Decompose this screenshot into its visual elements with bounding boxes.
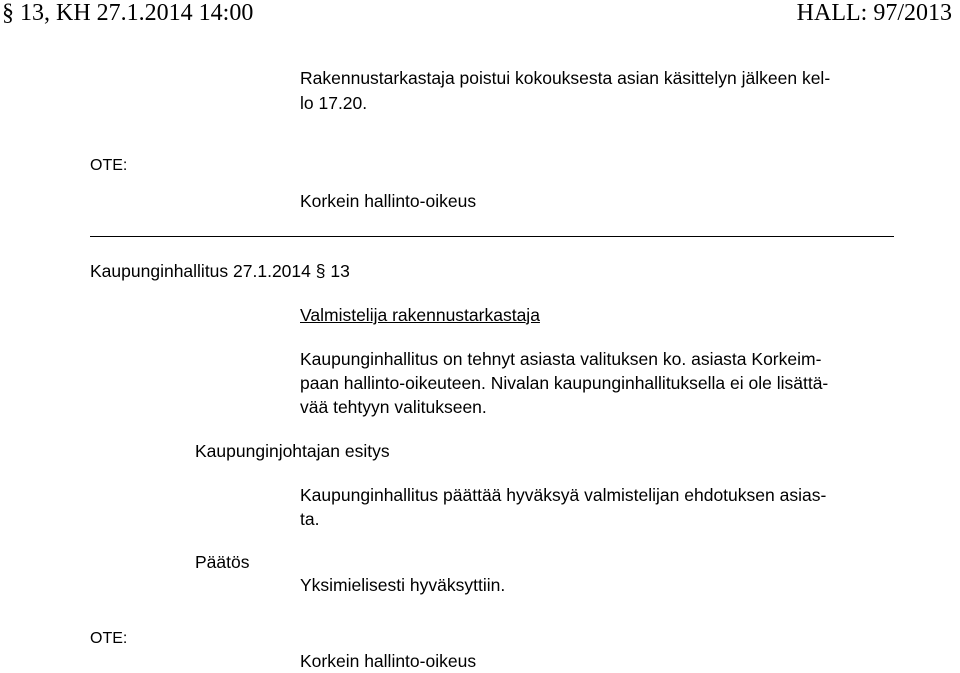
ote-recipient-1: Korkein hallinto-oikeus bbox=[300, 191, 477, 211]
intro-line-2: lo 17.20. bbox=[300, 93, 368, 113]
section-divider bbox=[90, 236, 894, 237]
ote-label-1: OTE: bbox=[90, 157, 128, 174]
preparer-line: Valmistelija rakennustarkastaja bbox=[300, 305, 540, 325]
paragraph-line-2: paan hallinto-oikeuteen. Nivalan kaupunginhallituksella ei ole lisättä- bbox=[300, 373, 829, 393]
ote-recipient-2: Korkein hallinto-oikeus bbox=[300, 651, 477, 671]
proposal-label: Kaupunginjohtajan esitys bbox=[195, 441, 390, 461]
paragraph-line-3: vää tehtyyn valitukseen. bbox=[300, 397, 487, 417]
header-case-number: HALL: 97/2013 bbox=[796, 0, 952, 26]
header-section-date: § 13, KH 27.1.2014 14:00 bbox=[2, 0, 254, 26]
proposal-line-2: ta. bbox=[300, 509, 320, 529]
proposal-line-1: Kaupunginhallitus päättää hyväksyä valmistelijan ehdotuksen asias- bbox=[300, 485, 827, 505]
decision-label: Päätös bbox=[195, 552, 250, 572]
decision-text: Yksimielisesti hyväksyttiin. bbox=[300, 575, 506, 595]
section-heading: Kaupunginhallitus 27.1.2014 § 13 bbox=[90, 261, 350, 281]
intro-line-1: Rakennustarkastaja poistui kokouksesta asian käsittelyn jälkeen kel- bbox=[300, 68, 831, 88]
ote-label-2: OTE: bbox=[90, 630, 128, 647]
paragraph-line-1: Kaupunginhallitus on tehnyt asiasta valituksen ko. asiasta Korkeim- bbox=[300, 349, 822, 369]
